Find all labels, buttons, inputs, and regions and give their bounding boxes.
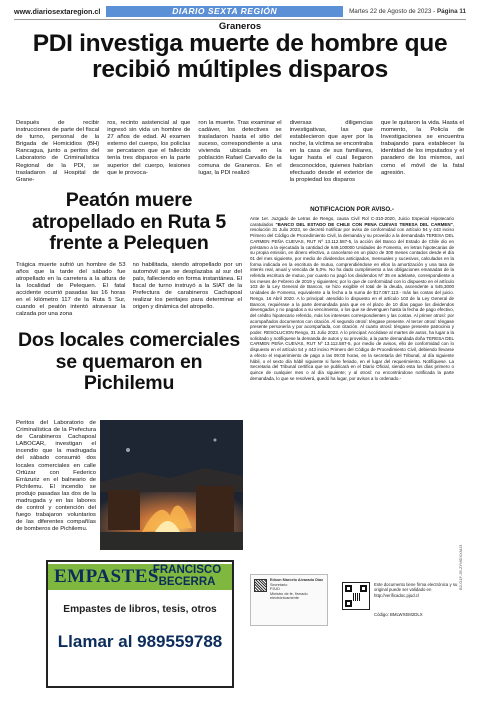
notice-caratula: "BANCO DEL ESTADO DE CHILE CON PENA CUEVAS TERESA DEL CARMEN" <box>275 221 453 227</box>
lead-headline: PDI investiga muerte de hombre que recibió múltiples disparos <box>32 30 448 83</box>
signature-text <box>270 578 327 601</box>
notice-text: , resolución 31 Julio 2023, se decretó notificar por aviso de conformidad con artículo 54 y 443 inciso Primero del Código de Procedimiento Civil, la demanda y su proveído a la demandada TERESA DEL CARMEN PEÑA CUEVAS, RUT Nº 13.112.587-5, la acción del Banco del Estado de Chile dio en préstamo a la ejecutada la cantidad de 649,100000 Unidades de Fomento, en letras hipotecarias de su propia emisión, en dinero efectivo, a cancelarse en un plazo de 300 meses contados desde el día 01 del mes siguiente, por medio de dividendos anticipados, mensuales y sucesivos, calculados en la forma indicada en la escritura de mutuo, comprendiéndose en ellos la amortización y una tasa de interés real, anual y vencida de 5,0%. No ha dado cumplimiento a las obligaciones emanadas de la referida escritura de mutuo, por cuanto no pagó los dividendos Nº 35 en adelante, correspondiente a los meses de Febrero de 2019 y siguientes; por lo que de conformidad con lo dispuesto en el artículo 103 de la Ley General de Bancos, se hizo exigible el total de la deuda, ascendente a 545,3000 Unidades de Fomento, equivalente a la fecha a la suma de $17.067.113.- más las costas del juicio. Rengo, 16 Abril 2020. A lo principal: atendido lo dispuesto en el artículo 103 de la Ley General de Bancos, requiérase a la parte demandada para que en el plazo de 10 días pague los dividendos devengados y no pagados a su vencimiento, o los que se devenguen hasta la fecha de pago efectivo, del crédito hipotecario referido, más los intereses correspondientes y las costas. Al primer otrosí: por acompañados documentos con citación. Al segundo otrosí: téngase presente. Al tercer otrosí: téngase presente personería y por acompañada, con citación. Al cuarto otrosí: téngase presente patrocinio y poder. RESOLUCION Rengo, 31 Julio 2023. A lo principal: Accédase al martes de autos, ha lugar a la solicitado y notifíquese la demanda de autos y su proveído, a la parte demandada doña TERESA DEL CARMEN PEÑA CUEVAS, RUT Nº 13.112.587-5, por medio de avisos, ello de conformidad con lo dispuesto en el artículo 54 y 443 inciso Primero del Código de Procedimiento Civil, debiendo llevarse a efecto el requerimiento de pago a las 09:00 horas, en la secretaría del Tribunal, al día siguiente hábil, o el sexto día hábil siguiente si fuere feriado, en el lugar del requerimiento. Notifíquese. La Secretaria del Tribunal certifica que se publicará en el Diario Oficial, siendo esta los días primero o quince de cualquier mes o al día siguiente; y al otrosí: no encontrándose notificada la parte demandada, lo que se resolverá, quedó ha lugar, por avisos a lo ordenado.- <box>250 221 454 381</box>
story-2-column: no habilitada, siendo atropellado por un automóvil que se desplazaba al sur del país, falleciendo en forma instantánea. El fiscal de turno instruyó a la SIAT de la Prefectura de carabineros Cachapoal realizar los peritajes para determinar el origen y dinámica del atropello. <box>132 261 242 311</box>
ad-brand: EMPASTES <box>54 566 160 587</box>
lead-kicker: Graneros <box>218 21 262 32</box>
lead-column: Después de recibir instrucciones de parte del fiscal de turno, personal de la Brigada de Homicidios (BH) Rancagua, junto a peritos del Laboratorio de Criminalística Regional de la PDI, se trasladaron al Hospital de Grane- <box>16 120 100 183</box>
story-2 <box>16 190 242 395</box>
page-header <box>14 4 466 18</box>
signer-note: Ministro de fe, firmado electrónicamente <box>270 591 308 601</box>
lead-column: ron la muerte. Tras examinar el cadáver, los detectives se trasladaron hasta el sitio del suceso, correspondiente a una vivienda ubicada en la población Rafael Carvallo de la comuna de Graneros. En el lugar, la PDI realizó <box>198 120 282 176</box>
notice-intro: Ante 1er. Juzgado de Letras de Rengo, causa Civil Rol C-310-2020, Juicio Especial Hipotecario caratulados <box>250 216 454 227</box>
story-3-body: Peritos del Laboratorio de Criminalística de la Prefectura de Carabineros Cachapoal LABOCAR, investigan el incendio que la madrugada del sábado consumió dos locales comerciales en calle Ortúzar con Federico Errázuriz en el balneario de Pichilemu. El incendio se produjo pasadas las dos de la madrugada y en las labores de control y contención del fuego trabajaron voluntarios de las diferentes compañías de bomberos de Pichilemu. <box>16 420 96 533</box>
fire-photo-image <box>100 420 243 550</box>
notice-title: NOTIFICACION POR AVISO.- <box>310 206 394 213</box>
page-info <box>349 8 466 15</box>
ad-phone[interactable]: Llamar al 989559788 <box>57 632 223 651</box>
header-divider <box>14 19 466 20</box>
fire-photo <box>100 420 243 550</box>
signer-role: Secretario <box>270 582 288 587</box>
story-2-body <box>16 262 242 319</box>
story-3-headline: Dos locales comerciales se quemaron en Pichilemu <box>18 329 240 395</box>
margin-code: B2-O1F-35-ZYMDXXMJ3 <box>458 544 463 590</box>
lead-column: que le quitaron la vida. Hasta el momento, la Policía de Investigaciones se encuentra trabajando para establecer la identidad de los imputados y el paradero de los mismos, así como el móvil de la fatal agresión. <box>380 120 465 176</box>
ad-tagline: Empastes de libros, tesis, otros <box>63 604 217 615</box>
site-url[interactable]: www.diariosextaregion.cl <box>14 6 101 16</box>
lead-column: diversas diligencias investigativas, las que establecieron que ayer por la noche, la víctima se encontraba en la casa de sus familiares, lugar hasta el cual llegaron desconocidos, quienes habrían efectuado desde el exterior de la propiedad los disparos <box>289 120 373 183</box>
empastes-ad <box>46 560 234 688</box>
issue-date: Martes 22 de Agosto de 2023 - <box>349 7 436 15</box>
lead-column: ros, recinto asistencial al que ingresó sin vida un hombre de 27 años de edad. Al examen externo del cuerpo, los policías se percataron que el fallecido tenía tres disparos en la parte superior del cuerpo, lesiones que le provoca- <box>107 120 191 176</box>
signer-org: PJUD <box>270 587 280 592</box>
story-2-column: Trágica muerte sufrió un hombre de 53 años que la tarde del sábado fue atropellado en la carretera a la altura de la localidad de Pelequen. El fatal accidente ocurrió pasadas las 16 horas en el kilómetro 117 de la Ruta 5 Sur, cuando el peatón intentó atravesar la calzada por una zona <box>16 261 126 318</box>
signature-seal-icon <box>254 579 267 592</box>
ad-name: FRANCISCO BECERRA <box>152 564 222 588</box>
verification-code: Código: BMLWXEM2DLX <box>374 612 423 617</box>
signature-block <box>250 574 328 626</box>
qr-code-icon[interactable] <box>342 582 370 610</box>
page-number: Página 11 <box>436 7 466 15</box>
notice-body <box>250 216 454 381</box>
lead-body <box>16 120 464 188</box>
verification-text: Este documento tiene firma electrónica y su original puede ser validado en http://verificadoc.pjud.cl <box>374 582 458 598</box>
section-banner: DIARIO SEXTA REGIÓN <box>106 6 343 17</box>
legal-notice <box>250 206 454 562</box>
signer-name: Edson Marcelo Alvarado Díaz <box>270 578 324 582</box>
story-2-headline: Peatón muere atropellado en Ruta 5 frente a Pelequen <box>31 189 227 254</box>
